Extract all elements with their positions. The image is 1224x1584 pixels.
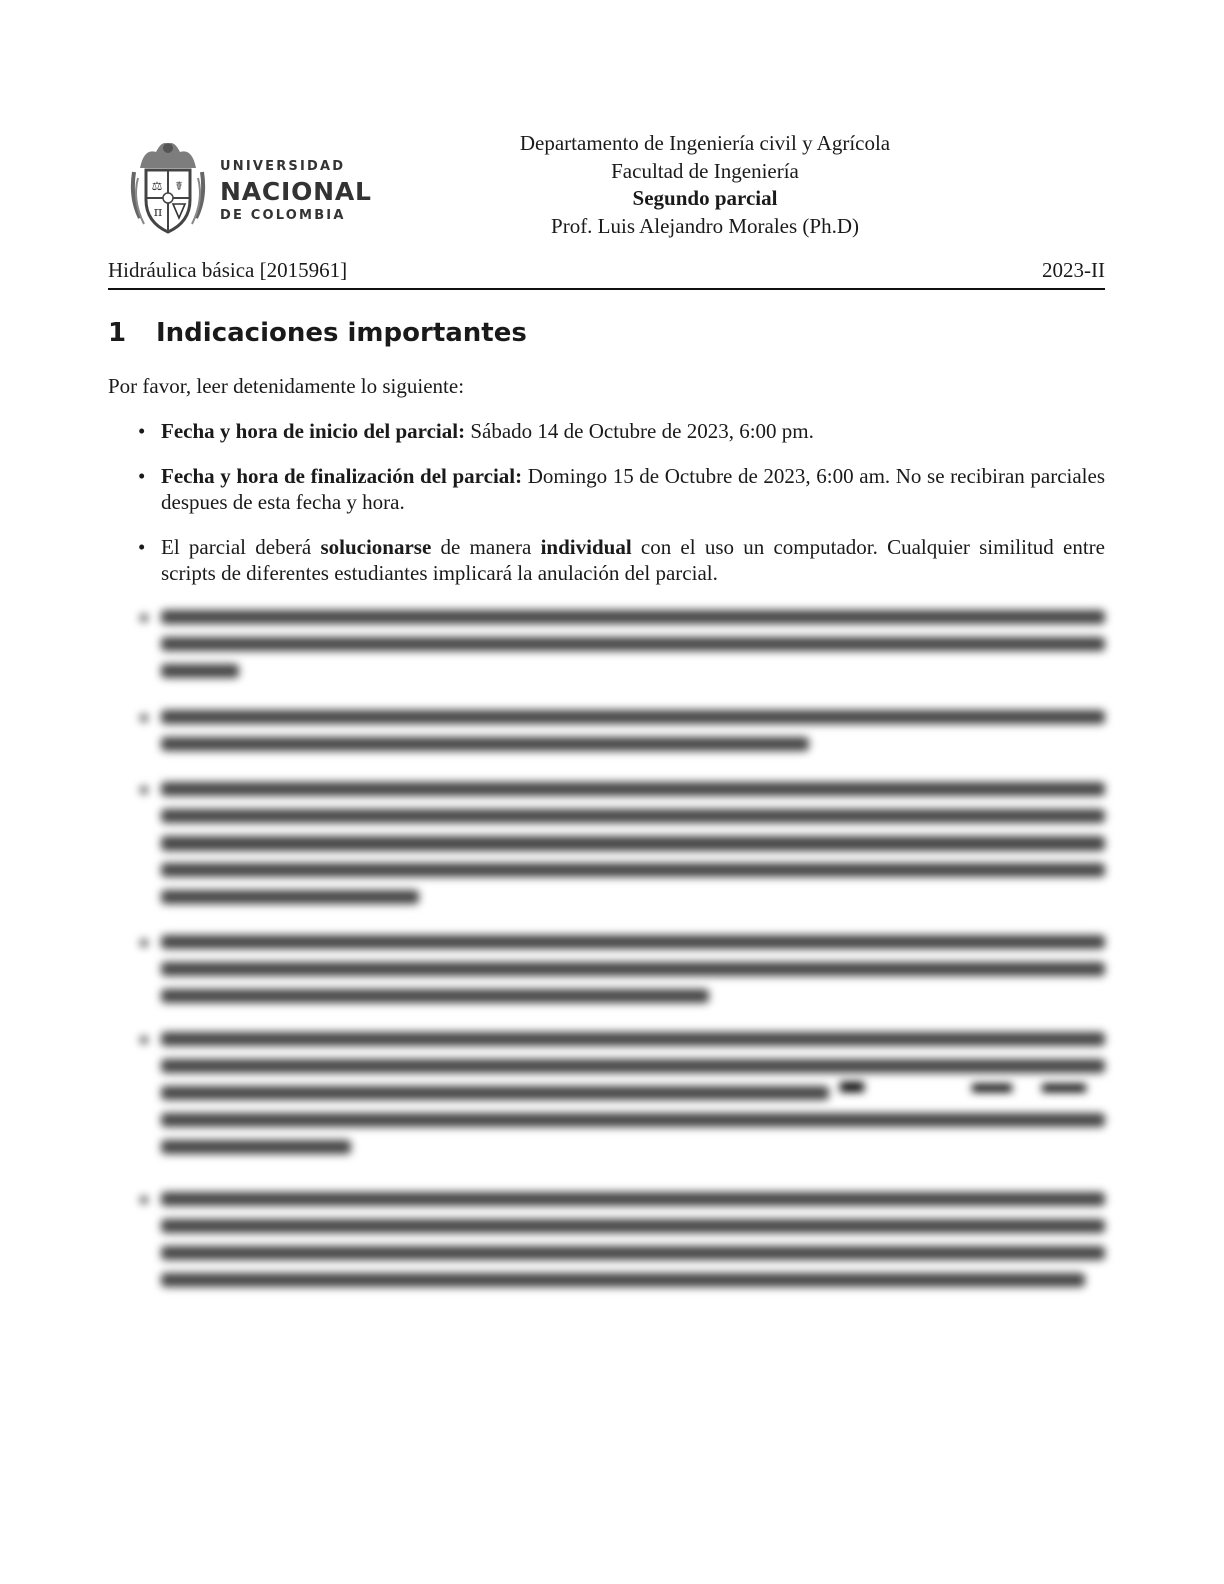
item-text: con el uso un computador. Cualquier similitud entre scripts de diferentes estudiantes implicará la anulación del parcial.: [161, 534, 1105, 585]
section-intro: Por favor, leer detenidamente lo siguiente:: [108, 374, 465, 398]
list-item: [108, 418, 1105, 445]
svg-text:⚖: ⚖: [151, 179, 163, 193]
course-term: 2023-II: [1042, 258, 1105, 282]
item-text: Domingo 15 de Octubre de 2023, 6:00 am. No se recibiran parciales despues de esta fecha y hora.: [161, 463, 1106, 514]
list-item: [108, 534, 1105, 587]
professor-name: Prof. Luis Alejandro Morales (Ph.D): [551, 213, 859, 238]
university-seal-icon: [130, 138, 206, 238]
university-wordmark: [220, 160, 372, 222]
course-row: [108, 258, 1105, 283]
bullet-icon: •: [138, 534, 146, 559]
item-text: Sábado 14 de Octubre de 2023, 6:00 pm.: [465, 419, 814, 443]
section-heading: [108, 318, 527, 348]
bullet-icon: •: [138, 419, 146, 443]
exam-title: Segundo parcial: [632, 186, 778, 210]
wordmark-line-3: DE COLOMBIA: [220, 208, 346, 223]
header-divider: [108, 288, 1105, 290]
item-label: Fecha y hora de inicio del parcial:: [161, 419, 466, 443]
wordmark-line-1: UNIVERSIDAD: [220, 159, 346, 174]
wordmark-line-2: NACIONAL: [220, 177, 372, 206]
list-item: [108, 463, 1105, 516]
item-text: El parcial deberá: [161, 534, 321, 559]
document-header: [420, 130, 990, 240]
item-label: Fecha y hora de finalización del parcial:: [161, 463, 523, 488]
department-name: Departamento de Ingeniería civil y Agrícola: [519, 131, 891, 155]
section-number: 1: [108, 318, 127, 348]
bullet-icon: •: [138, 463, 146, 488]
item-emphasis: individual: [540, 534, 632, 559]
item-emphasis: solucionarse: [320, 534, 432, 559]
svg-text:π: π: [153, 205, 163, 220]
blurred-content: [108, 606, 1105, 1303]
course-name: Hidráulica básica [2015961]: [108, 258, 348, 282]
instructions-list: [108, 418, 1105, 605]
blurred-text-block: [108, 606, 1105, 1296]
faculty-name: Facultad de Ingeniería: [611, 158, 799, 183]
university-logo: [130, 138, 370, 238]
item-text: de manera: [431, 534, 541, 559]
section-title: Indicaciones importantes: [156, 318, 527, 348]
svg-text:☤: ☤: [174, 179, 184, 193]
